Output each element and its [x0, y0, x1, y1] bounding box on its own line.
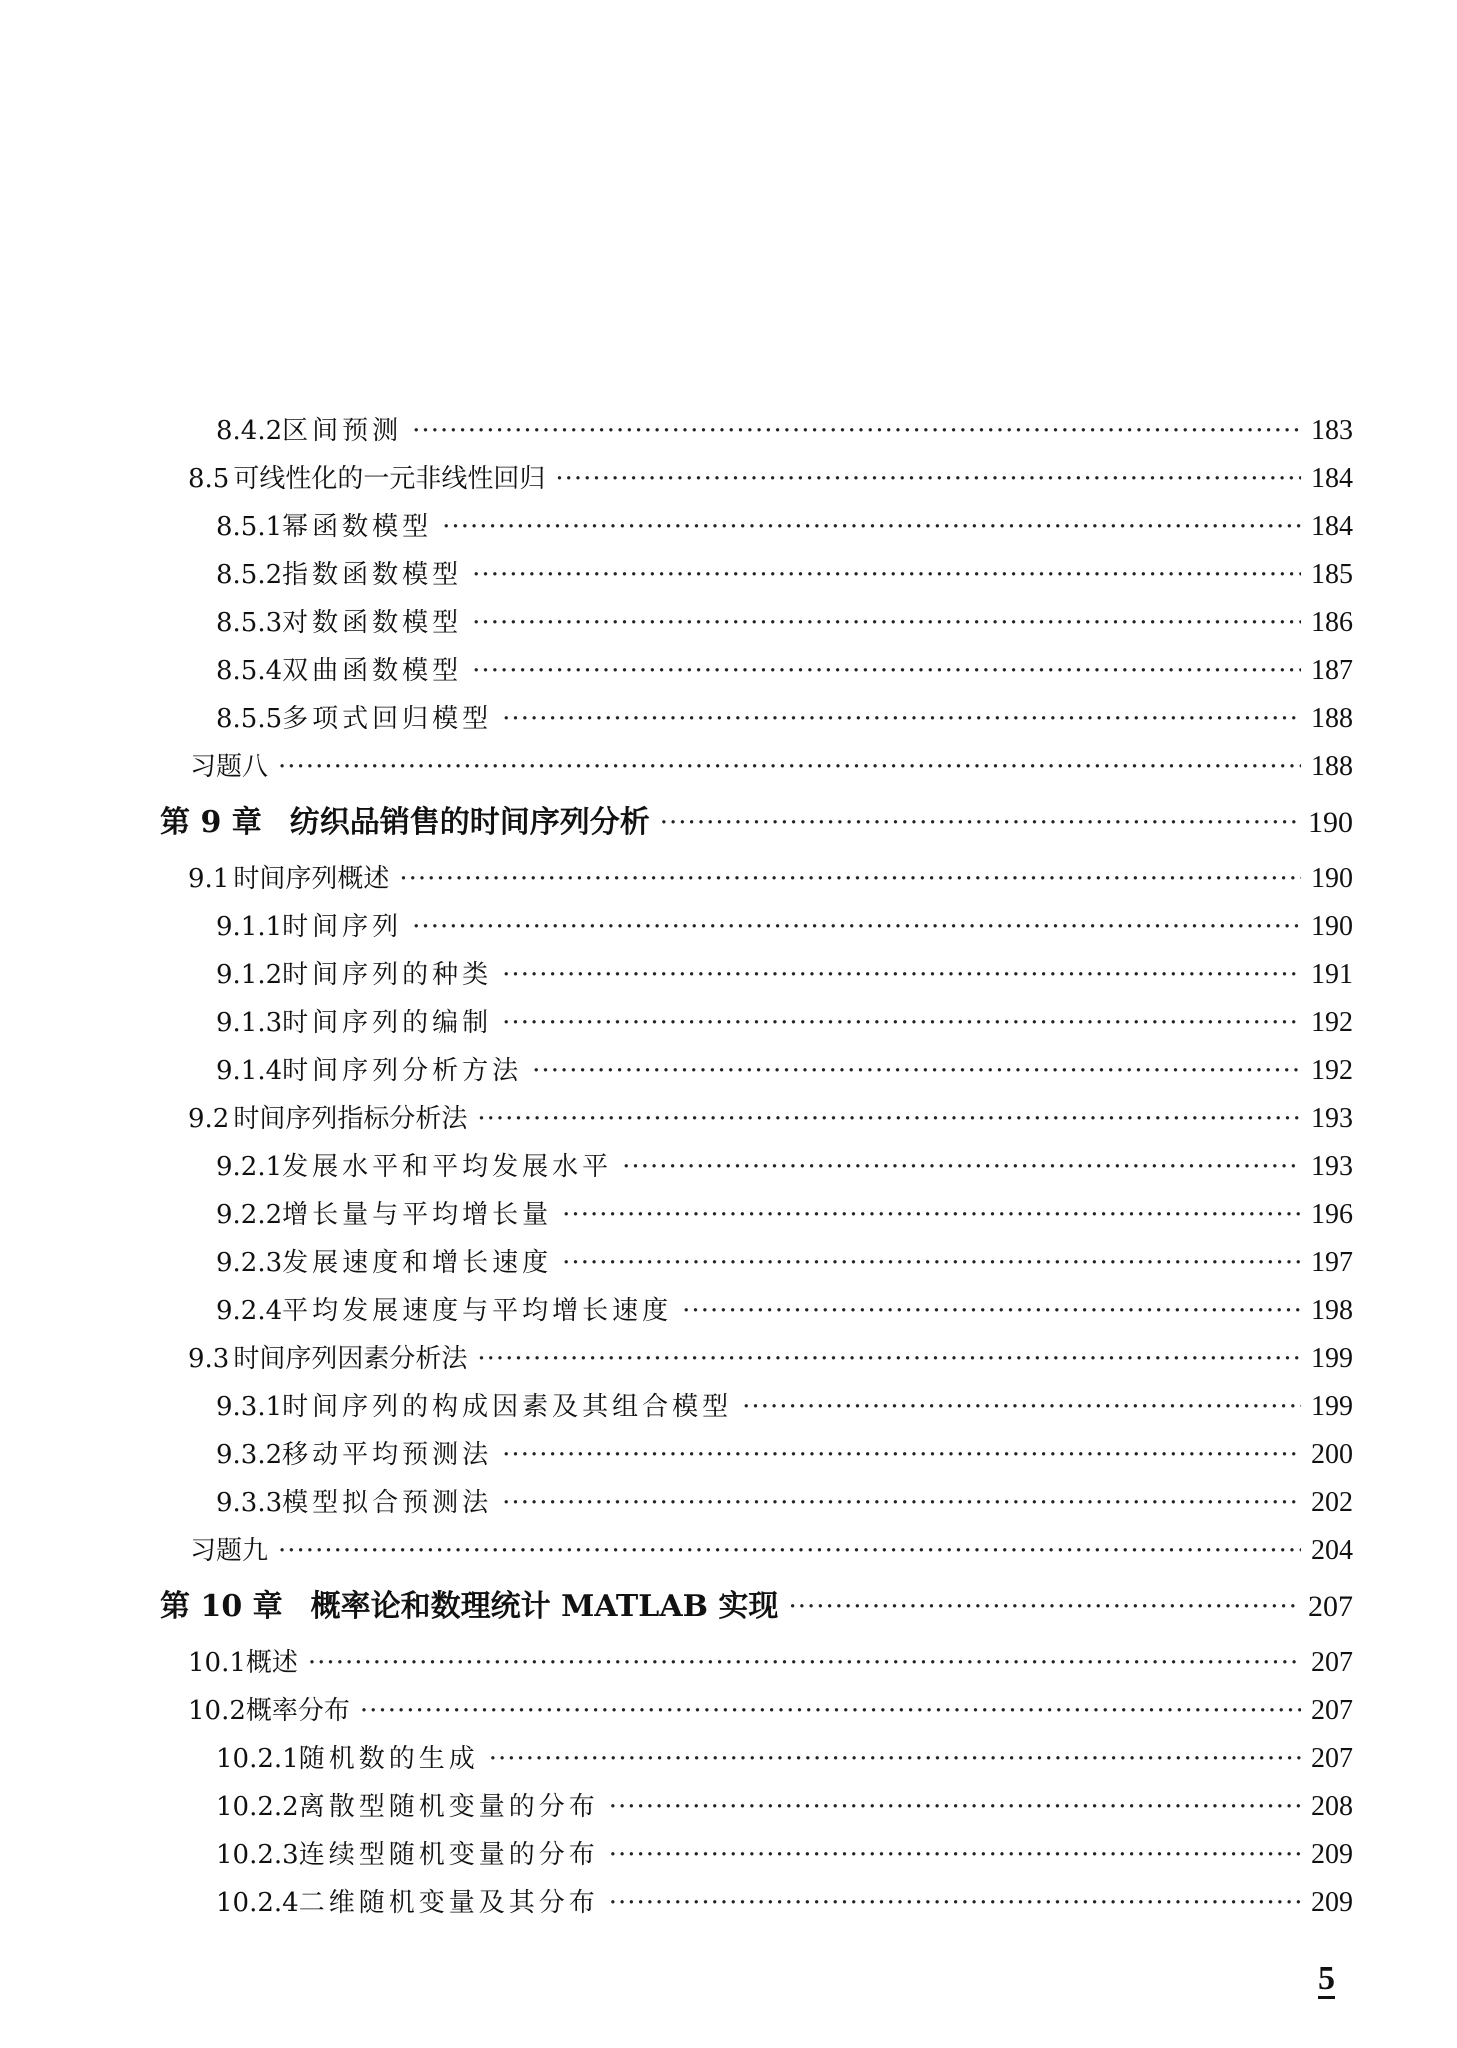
toc-chapter-entry — [0, 1585, 1457, 1629]
toc-entry — [0, 1433, 1457, 1477]
toc-entry-title: 模型拟合预测法 — [282, 1488, 493, 1518]
toc-entry-title: 概率分布 — [245, 1696, 350, 1726]
toc-entry-number: 10.2.2 — [216, 1792, 299, 1822]
toc-entry-page: 191 — [1311, 959, 1353, 990]
toc-entry — [0, 649, 1457, 693]
toc-entry-page: 209 — [1311, 1839, 1353, 1870]
toc-entry — [0, 1241, 1457, 1285]
toc-leader-dots — [562, 1248, 1301, 1278]
toc-entry — [0, 457, 1457, 501]
toc-entry-title: 增长量与平均增长量 — [282, 1200, 553, 1230]
toc-entry-title: 平均发展速度与平均增长速度 — [282, 1296, 673, 1326]
toc-entry-title: 习题八 — [190, 752, 269, 782]
toc-entry-number: 8.5.1 — [216, 512, 283, 542]
toc-chapter-number: 第 10 章 — [160, 1589, 283, 1624]
toc-entry-title: 时间序列分析方法 — [282, 1056, 523, 1086]
toc-entry-title: 时间序列的种类 — [282, 960, 493, 990]
toc-entry — [0, 1145, 1457, 1189]
toc-entry-title: 时间序列的构成因素及其组合模型 — [282, 1392, 733, 1422]
toc-leader-dots — [562, 1200, 1301, 1230]
toc-entry — [0, 1097, 1457, 1141]
toc-entry-number: 10.1 — [188, 1648, 246, 1678]
toc-leader-dots — [477, 1344, 1301, 1374]
toc-entry — [0, 1385, 1457, 1429]
toc-entry — [0, 1337, 1457, 1381]
toc-entry-number: 9.1.2 — [216, 960, 283, 990]
toc-entry-page: 183 — [1311, 415, 1353, 446]
toc-entry-number: 9.1.4 — [216, 1056, 283, 1086]
toc-leader-dots — [412, 912, 1301, 942]
toc-entry-title: 时间序列因素分析法 — [233, 1344, 468, 1374]
toc-entry-page: 192 — [1311, 1007, 1353, 1038]
toc-entry-title: 可线性化的一元非线性回归 — [233, 464, 546, 494]
toc-entry — [0, 1049, 1457, 1093]
toc-chapter-title: 纺织品销售的时间序列分析 — [289, 805, 650, 840]
toc-entry-page: 196 — [1311, 1199, 1353, 1230]
toc-entry-title: 随机数的生成 — [298, 1744, 479, 1774]
toc-entry-number: 9.1.1 — [216, 912, 283, 942]
toc-entry — [0, 505, 1457, 549]
toc-leader-dots — [472, 656, 1301, 686]
toc-leader-dots — [682, 1296, 1301, 1326]
toc-leader-dots — [502, 1440, 1301, 1470]
toc-entry-page: 207 — [1311, 1695, 1353, 1726]
toc-entry-page: 208 — [1311, 1791, 1353, 1822]
toc-entry — [0, 953, 1457, 997]
toc-entry-number: 8.5.5 — [216, 704, 283, 734]
toc-entry-title: 连续型随机变量的分布 — [298, 1840, 599, 1870]
toc-entry-title: 概述 — [245, 1648, 298, 1678]
toc-entry-number: 8.5.4 — [216, 656, 283, 686]
toc-entry-page: 186 — [1311, 607, 1353, 638]
toc-entry-page: 185 — [1311, 559, 1353, 590]
page-number: 5 — [1318, 1960, 1335, 1997]
toc-leader-dots — [742, 1392, 1301, 1422]
toc-entry-title: 区间预测 — [282, 416, 403, 446]
toc-entry-number: 9.1 — [188, 864, 230, 894]
toc-leader-dots — [660, 808, 1298, 838]
toc-entry-page: 198 — [1311, 1295, 1353, 1326]
toc-leader-dots — [502, 960, 1301, 990]
toc-entry — [0, 1481, 1457, 1525]
toc-entry — [0, 1785, 1457, 1829]
toc-entry-exercises — [0, 745, 1457, 789]
toc-entry-title: 二维随机变量及其分布 — [298, 1888, 599, 1918]
toc-entry-page: 188 — [1311, 703, 1353, 734]
toc-entry-page: 187 — [1311, 655, 1353, 686]
toc-entry-page: 207 — [1308, 1590, 1353, 1623]
toc-entry-number: 9.3.2 — [216, 1440, 283, 1470]
toc-entry-number: 10.2.3 — [216, 1840, 299, 1870]
toc-entry-title: 离散型随机变量的分布 — [298, 1792, 599, 1822]
toc-entry — [0, 601, 1457, 645]
toc-entry-title: 时间序列概述 — [233, 864, 390, 894]
toc-leader-dots — [477, 1104, 1301, 1134]
toc-entry — [0, 1641, 1457, 1685]
toc-entry — [0, 1001, 1457, 1045]
toc-entry-number: 8.5.3 — [216, 608, 283, 638]
toc-entry-exercises — [0, 1529, 1457, 1573]
toc-entry-title: 移动平均预测法 — [282, 1440, 493, 1470]
toc-leader-dots — [278, 752, 1301, 782]
toc-leader-dots — [360, 1696, 1301, 1726]
toc-entry-title: 时间序列 — [282, 912, 403, 942]
toc-chapter-title: 概率论和数理统计 MATLAB 实现 — [310, 1589, 779, 1624]
toc-entry — [0, 1737, 1457, 1781]
toc-leader-dots — [609, 1888, 1301, 1918]
toc-entry — [0, 1689, 1457, 1733]
toc-entry-number: 10.2.4 — [216, 1888, 299, 1918]
toc-entry-title: 多项式回归模型 — [282, 704, 493, 734]
toc-entry-page: 197 — [1311, 1247, 1353, 1278]
toc-entry-page: 192 — [1311, 1055, 1353, 1086]
toc-leader-dots — [609, 1792, 1301, 1822]
toc-entry-title: 对数函数模型 — [282, 608, 463, 638]
toc-entry-page: 202 — [1311, 1487, 1353, 1518]
toc-entry-number: 9.2.4 — [216, 1296, 283, 1326]
toc-entry-page: 193 — [1311, 1151, 1353, 1182]
toc-entry-page: 209 — [1311, 1887, 1353, 1918]
toc-entry-number: 8.5.2 — [216, 560, 283, 590]
toc-chapter-entry — [0, 801, 1457, 845]
toc-entry-page: 184 — [1311, 463, 1353, 494]
toc-entry-page: 190 — [1308, 806, 1353, 839]
toc-leader-dots — [308, 1648, 1301, 1678]
toc-entry — [0, 1833, 1457, 1877]
toc-entry-page: 190 — [1311, 863, 1353, 894]
toc-entry — [0, 1289, 1457, 1333]
toc-entry-page: 200 — [1311, 1439, 1353, 1470]
toc-leader-dots — [472, 560, 1301, 590]
toc-entry-number: 9.3.1 — [216, 1392, 283, 1422]
toc-entry-page: 190 — [1311, 911, 1353, 942]
toc-leader-dots — [412, 416, 1301, 446]
toc-entry — [0, 409, 1457, 453]
toc-entry-number: 10.2 — [188, 1696, 246, 1726]
toc-entry-page: 204 — [1311, 1535, 1353, 1566]
toc-entry-page: 184 — [1311, 511, 1353, 542]
toc-entry — [0, 857, 1457, 901]
toc-entry-number: 9.2.1 — [216, 1152, 283, 1182]
toc-entry-title: 指数函数模型 — [282, 560, 463, 590]
toc-leader-dots — [502, 704, 1301, 734]
toc-entry-number: 9.2 — [188, 1104, 230, 1134]
toc-entry-title: 幂函数模型 — [282, 512, 433, 542]
toc-entry-number: 8.5 — [188, 464, 230, 494]
toc-leader-dots — [622, 1152, 1301, 1182]
toc-entry-page: 199 — [1311, 1391, 1353, 1422]
toc-entry-number: 9.3 — [188, 1344, 230, 1374]
toc-leader-dots — [489, 1744, 1301, 1774]
toc-leader-dots — [609, 1840, 1301, 1870]
toc-entry-page: 193 — [1311, 1103, 1353, 1134]
toc-entry-title: 时间序列的编制 — [282, 1008, 493, 1038]
toc-chapter-number: 第 9 章 — [160, 805, 262, 840]
toc-entry — [0, 1193, 1457, 1237]
toc-leader-dots — [502, 1008, 1301, 1038]
toc-entry-number: 9.2.2 — [216, 1200, 283, 1230]
toc-leader-dots — [442, 512, 1301, 542]
toc-entry-page: 207 — [1311, 1647, 1353, 1678]
toc-leader-dots — [399, 864, 1301, 894]
toc-leader-dots — [278, 1536, 1301, 1566]
toc-entry-title: 发展速度和增长速度 — [282, 1248, 553, 1278]
toc-entry-title: 习题九 — [190, 1536, 269, 1566]
toc-entry — [0, 905, 1457, 949]
toc-leader-dots — [472, 608, 1301, 638]
toc-entry-number: 9.3.3 — [216, 1488, 283, 1518]
toc-entry-title: 时间序列指标分析法 — [233, 1104, 468, 1134]
toc-entry-page: 188 — [1311, 751, 1353, 782]
toc-leader-dots — [555, 464, 1301, 494]
toc-entry-number: 9.2.3 — [216, 1248, 283, 1278]
toc-leader-dots — [532, 1056, 1301, 1086]
toc-entry — [0, 553, 1457, 597]
toc-entry-page: 207 — [1311, 1743, 1353, 1774]
toc-leader-dots — [502, 1488, 1301, 1518]
toc-entry-number: 9.1.3 — [216, 1008, 283, 1038]
toc-entry — [0, 697, 1457, 741]
toc-entry — [0, 1881, 1457, 1925]
toc-entry-title: 双曲函数模型 — [282, 656, 463, 686]
toc-entry-title: 发展水平和平均发展水平 — [282, 1152, 613, 1182]
toc-entry-page: 199 — [1311, 1343, 1353, 1374]
toc-entry-number: 10.2.1 — [216, 1744, 299, 1774]
toc-leader-dots — [788, 1592, 1298, 1622]
toc-entry-number: 8.4.2 — [216, 416, 283, 446]
